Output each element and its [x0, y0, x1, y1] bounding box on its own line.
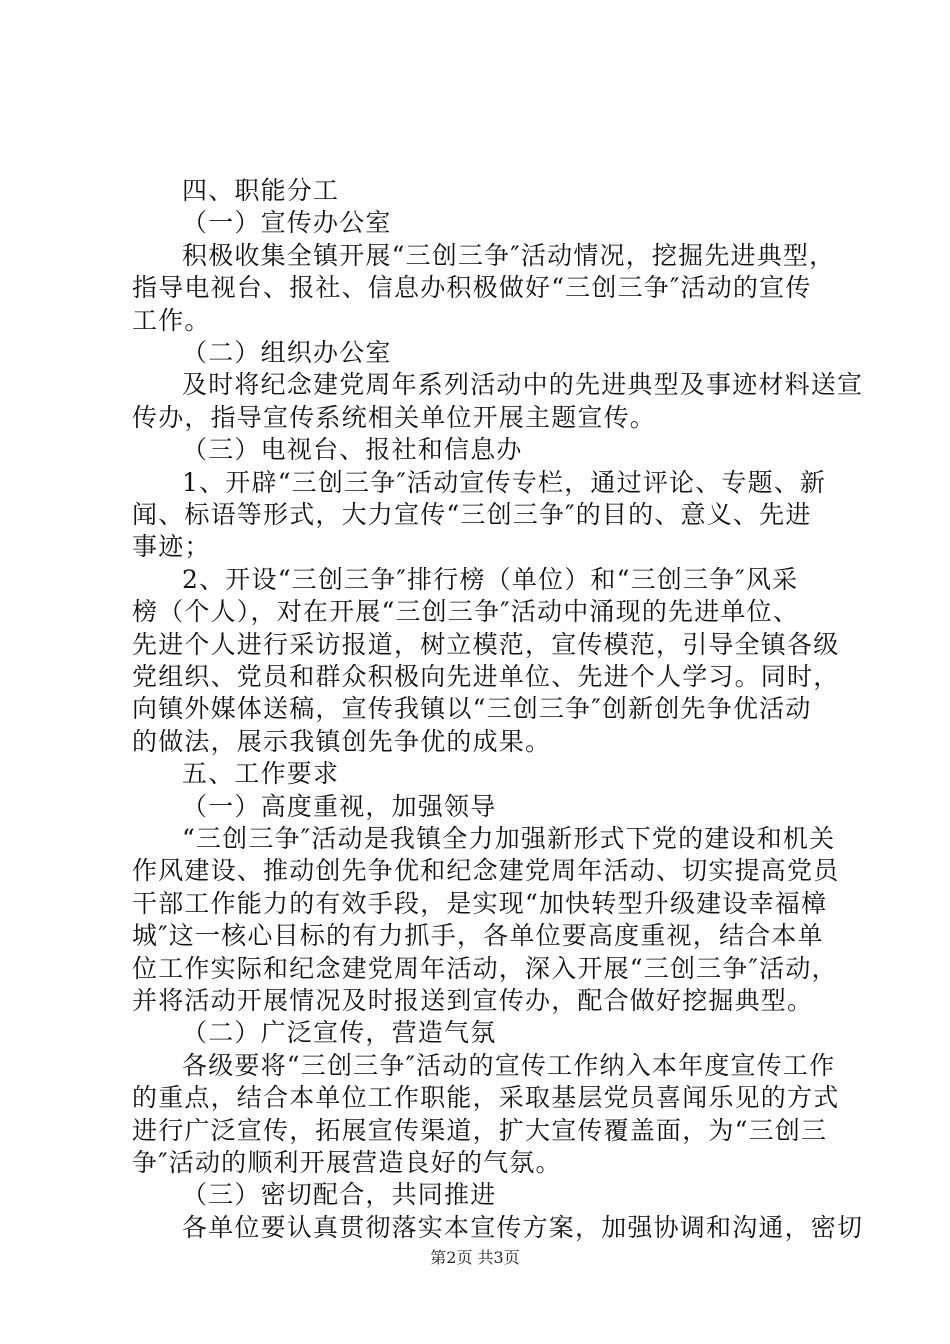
text-line: 积极收集全镇开展“三创三争″活动情况，挖掘先进典型，	[182, 240, 836, 270]
text-line: 城″这一核心目标的有力抓手，各单位要高度重视，结合本单	[132, 921, 824, 951]
text-line: 的做法，展示我镇创先争优的成果。	[132, 726, 552, 756]
text-line: （三）密切配合，共同推进	[182, 1180, 497, 1210]
text-line: 工作。	[132, 305, 211, 335]
text-line: 2、开设“三创三争″排行榜（单位）和“三创三争″风采	[182, 564, 799, 594]
text-line: （一）高度重视，加强领导	[182, 791, 497, 821]
text-line: 的重点，结合本单位工作职能，采取基层党员喜闻乐见的方式	[132, 1083, 840, 1113]
text-line: 进行广泛宣传，拓展宣传渠道，扩大宣传覆盖面，为“三创三	[132, 1115, 828, 1145]
text-line: 五、工作要求	[182, 759, 340, 789]
page-footer: 第2页 共3页	[430, 1248, 520, 1267]
text-line: （三）电视台、报社和信息办	[182, 435, 523, 465]
text-line: 传办，指导宣传系统相关单位开展主题宣传。	[132, 402, 657, 432]
text-line: 事迹；	[132, 532, 211, 562]
text-line: 争″活动的顺利开展营造良好的气氛。	[132, 1148, 562, 1177]
text-line: 及时将纪念建党周年系列活动中的先进典型及事迹材料送宣	[182, 370, 864, 400]
text-line: 向镇外媒体送稿，宣传我镇以“三创三争″创新创先争优活动	[132, 694, 812, 724]
text-line: （二）组织办公室	[182, 338, 392, 367]
text-line: 各单位要认真贯彻落实本宣传方案，加强协调和沟通，密切	[182, 1212, 864, 1242]
text-line: 榜（个人），对在开展“三创三争″活动中涌现的先进单位、	[132, 597, 800, 627]
text-line: 党组织、党员和群众积极向先进单位、先进个人学习。同时，	[132, 662, 840, 691]
text-line: 各级要将“三创三争″活动的宣传工作纳入本年度宣传工作	[182, 1050, 836, 1080]
text-line: 闻、标语等形式，大力宣传“三创三争″的目的、意义、先进	[132, 500, 812, 529]
text-line: 位工作实际和纪念建党周年活动，深入开展“三创三争″活动，	[132, 953, 838, 983]
text-line: 1、开辟“三创三争″活动宣传专栏，通过评论、专题、新	[182, 467, 827, 497]
text-line: 四、职能分工	[182, 176, 340, 205]
text-line: 干部工作能力的有效手段，是实现“加快转型升级建设幸福樟	[132, 888, 828, 918]
text-line: 作风建设、推动创先争优和纪念建党周年活动、切实提高党员	[132, 856, 840, 886]
text-line: （二）广泛宣传，营造气氛	[182, 1018, 497, 1048]
text-line: （一）宣传办公室	[182, 208, 392, 238]
text-line: 指导电视台、报社、信息办积极做好“三创三争″活动的宣传	[132, 273, 812, 303]
text-line: 并将活动开展情况及时报送到宣传办，配合做好挖掘典型。	[132, 986, 814, 1015]
text-line: “三创三争″活动是我镇全力加强新形式下党的建设和机关	[182, 824, 836, 853]
text-line: 先进个人进行采访报道，树立模范，宣传模范，引导全镇各级	[132, 629, 840, 659]
